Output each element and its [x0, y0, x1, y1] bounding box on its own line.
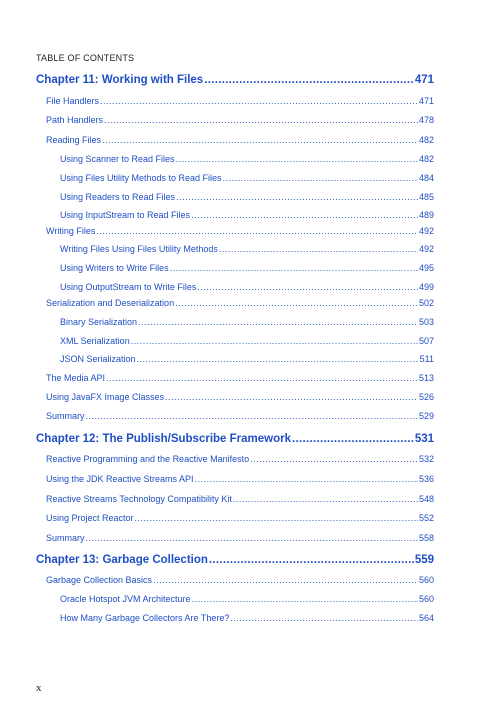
toc-entry-page: 513 [418, 373, 434, 383]
toc-entry-title: Using InputStream to Read Files [60, 210, 191, 220]
toc-entry[interactable] [60, 263, 434, 273]
dot-leader [223, 173, 418, 183]
toc-entry[interactable] [60, 154, 434, 164]
dot-leader [153, 575, 418, 585]
toc-entry-title: Writing Files [46, 226, 96, 236]
toc-entry-page: 552 [418, 513, 434, 523]
dot-leader [131, 336, 418, 346]
toc-entry[interactable] [60, 354, 434, 364]
dot-leader [197, 282, 418, 292]
toc-entry-title: Using OutputStream to Write Files [60, 282, 197, 292]
toc-entry[interactable] [46, 474, 434, 484]
toc-entry-title: Garbage Collection Basics [46, 575, 153, 585]
toc-entry-title: JSON Serialization [60, 354, 136, 364]
dot-leader [165, 392, 418, 402]
toc-entry[interactable] [46, 533, 434, 543]
toc-entry[interactable] [60, 317, 434, 327]
toc-entry[interactable] [60, 244, 434, 254]
toc-entry-title: Using Readers to Read Files [60, 192, 176, 202]
toc-entry[interactable] [46, 454, 434, 464]
dot-leader [176, 192, 418, 202]
dot-leader [192, 594, 418, 604]
dot-leader [137, 354, 419, 364]
toc-entry[interactable] [46, 494, 434, 504]
toc-entry-title: File Handlers [46, 96, 100, 106]
dot-leader [191, 210, 418, 220]
toc-entry-title: Binary Serialization [60, 317, 138, 327]
toc-entry-page: 499 [418, 282, 434, 292]
toc-entry[interactable] [46, 298, 434, 308]
toc-entry-page: 492 [418, 226, 434, 236]
dot-leader [175, 298, 418, 308]
toc-entry-page: 489 [418, 210, 434, 220]
toc-entry-page: 560 [418, 575, 434, 585]
toc-entry[interactable] [60, 613, 434, 623]
toc-entry-page: 495 [418, 263, 434, 273]
toc-entry[interactable] [60, 282, 434, 292]
dot-leader [135, 513, 418, 523]
dot-leader [209, 554, 414, 566]
toc-entry-title: The Media API [46, 373, 106, 383]
toc-entry-title: Using Scanner to Read Files [60, 154, 175, 164]
toc-entry-page: 558 [418, 533, 434, 543]
dot-leader [102, 135, 418, 145]
toc-entry-title: Summary [46, 411, 85, 421]
dot-leader [100, 96, 418, 106]
toc-entry-page: 471 [414, 74, 434, 86]
toc-entry-page: 478 [418, 115, 434, 125]
toc-entry-title: Reactive Programming and the Reactive Manifesto [46, 454, 250, 464]
toc-entry-page: 492 [418, 244, 434, 254]
page-number: x [36, 682, 42, 694]
dot-leader [96, 226, 418, 236]
toc-chapter-entry[interactable] [36, 554, 434, 566]
toc-entry-page: 502 [418, 298, 434, 308]
toc-entry-title: How Many Garbage Collectors Are There? [60, 613, 230, 623]
toc-entry-page: 484 [418, 173, 434, 183]
toc-entry-page: 471 [418, 96, 434, 106]
toc-entry-page: 531 [414, 433, 434, 445]
toc-entry[interactable] [60, 192, 434, 202]
toc-entry-title: Chapter 11: Working with Files [36, 74, 204, 86]
toc-entry-page: 548 [418, 494, 434, 504]
toc-entry[interactable] [46, 115, 434, 125]
toc-entry-page: 482 [418, 135, 434, 145]
toc-entry-title: Reading Files [46, 135, 102, 145]
toc-entry[interactable] [46, 392, 434, 402]
dot-leader [86, 533, 418, 543]
toc-chapter-entry[interactable] [36, 433, 434, 445]
toc-entry-title: Serialization and Deserialization [46, 298, 175, 308]
dot-leader [230, 613, 418, 623]
toc-entry[interactable] [60, 173, 434, 183]
toc-entry-page: 482 [418, 154, 434, 164]
toc-entry[interactable] [46, 513, 434, 523]
toc-entry-title: Chapter 12: The Publish/Subscribe Framework [36, 433, 291, 445]
toc-entry-page: 536 [418, 474, 434, 484]
toc-entry-title: Using Files Utility Methods to Read Files [60, 173, 222, 183]
toc-entry[interactable] [46, 575, 434, 585]
dot-leader [104, 115, 418, 125]
toc-entry-page: 564 [418, 613, 434, 623]
toc-chapter-entry[interactable] [36, 74, 434, 86]
toc-entry-title: Reactive Streams Technology Compatibility Kit [46, 494, 232, 504]
dot-leader [233, 494, 418, 504]
toc-header: TABLE OF CONTENTS [36, 53, 135, 63]
toc-entry[interactable] [46, 96, 434, 106]
dot-leader [170, 263, 418, 273]
toc-entry[interactable] [46, 373, 434, 383]
dot-leader [106, 373, 418, 383]
toc-entry-title: Writing Files Using Files Utility Methods [60, 244, 218, 254]
toc-entry-page: 532 [418, 454, 434, 464]
toc-entry-title: Chapter 13: Garbage Collection [36, 554, 208, 566]
dot-leader [195, 474, 418, 484]
toc-entry-title: Using the JDK Reactive Streams API [46, 474, 194, 484]
toc-entry-page: 511 [419, 354, 434, 364]
toc-entry-page: 560 [418, 594, 434, 604]
toc-entry-title: Using Writers to Write Files [60, 263, 169, 273]
toc-entry[interactable] [60, 594, 434, 604]
toc-entry-page: 526 [418, 392, 434, 402]
toc-entry-title: Oracle Hotspot JVM Architecture [60, 594, 191, 604]
toc-entry-title: Summary [46, 533, 85, 543]
dot-leader [138, 317, 418, 327]
dot-leader [204, 74, 414, 86]
toc-entry-page: 485 [418, 192, 434, 202]
toc-entry[interactable] [60, 210, 434, 220]
toc-entry-page: 559 [414, 554, 434, 566]
dot-leader [86, 411, 418, 421]
toc-entry[interactable] [60, 336, 434, 346]
toc-entry-title: Using Project Reactor [46, 513, 134, 523]
dot-leader [250, 454, 418, 464]
toc-entry[interactable] [46, 226, 434, 236]
toc-entry-title: Path Handlers [46, 115, 104, 125]
toc-entry[interactable] [46, 411, 434, 421]
toc-entry-page: 529 [418, 411, 434, 421]
toc-entry-page: 503 [418, 317, 434, 327]
dot-leader [176, 154, 418, 164]
toc-entry-title: Using JavaFX Image Classes [46, 392, 165, 402]
toc-entry[interactable] [46, 135, 434, 145]
toc-entry-page: 507 [418, 336, 434, 346]
toc-entry-title: XML Serialization [60, 336, 130, 346]
dot-leader [219, 244, 418, 254]
dot-leader [292, 433, 414, 445]
